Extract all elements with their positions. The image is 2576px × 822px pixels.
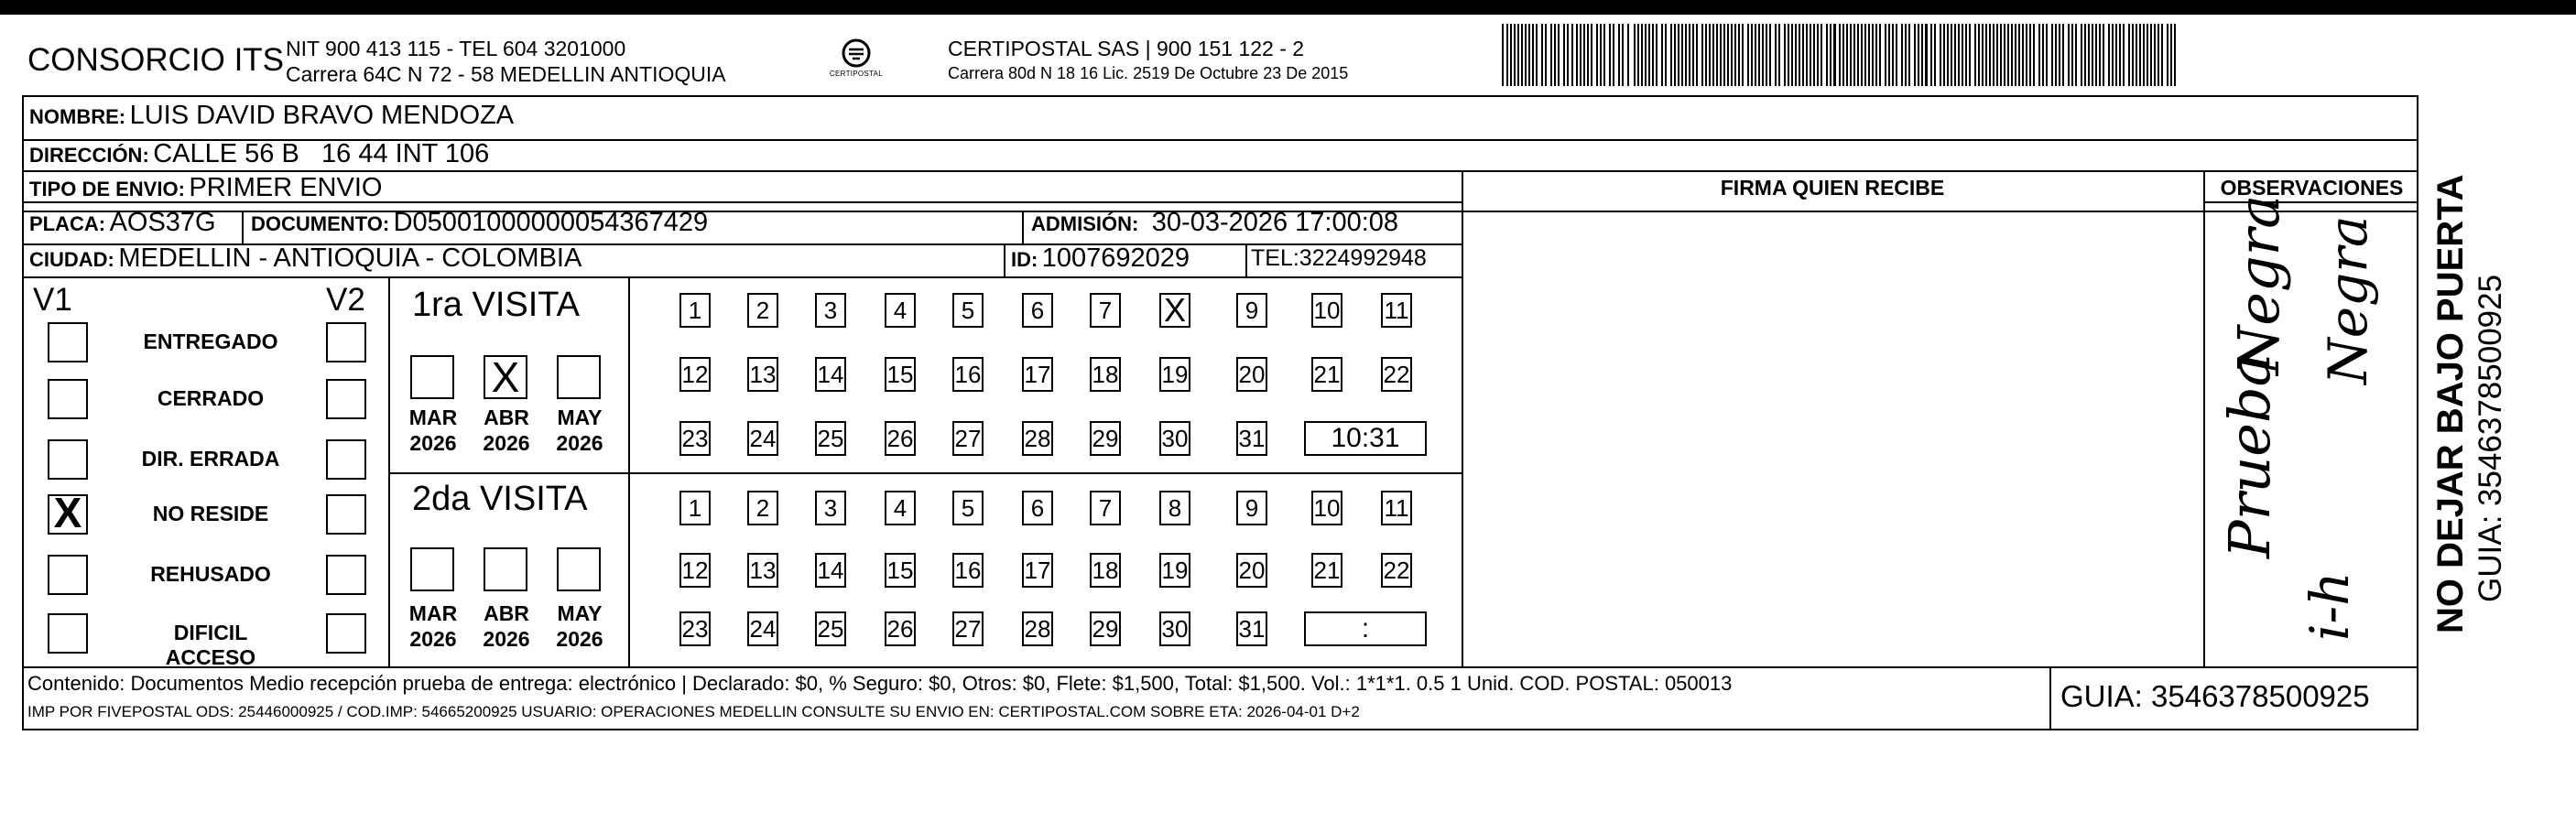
visit1-day-7[interactable]: 7 <box>1090 293 1121 328</box>
tipo-row <box>29 173 382 203</box>
v2-checkbox[interactable] <box>326 613 366 654</box>
obs-divider <box>2203 170 2205 666</box>
tipo-label: TIPO DE ENVIO: <box>29 178 185 200</box>
visit2-month-checkbox[interactable] <box>557 547 601 591</box>
visit-divider <box>388 472 1462 474</box>
direccion-value: CALLE 56 B 16 44 INT 106 <box>153 139 490 168</box>
visit2-day-22[interactable]: 22 <box>1381 553 1412 588</box>
visit2-month-checkbox[interactable] <box>484 547 527 591</box>
ciudad-row <box>29 243 582 274</box>
tel-label: TEL: <box>1251 245 1299 271</box>
visit1-month-label: MAY <box>557 406 603 429</box>
company-nit: NIT 900 413 115 - TEL 604 3201000 <box>286 37 626 60</box>
visit1-year-label: 2026 <box>556 431 603 455</box>
col-divider <box>628 276 630 666</box>
visit2-day-29[interactable]: 29 <box>1090 611 1121 646</box>
placa-value: AOS37G <box>109 208 216 237</box>
visit1-day-24[interactable]: 24 <box>747 421 778 456</box>
visit1-day-19[interactable]: 19 <box>1159 357 1190 392</box>
v2-checkbox[interactable] <box>326 494 366 535</box>
visit1-day-2[interactable]: 2 <box>747 293 778 328</box>
firma-divider <box>1462 170 1463 666</box>
admision-row <box>1031 208 1398 238</box>
visit2-day-5[interactable]: 5 <box>952 491 984 525</box>
v2-header: V2 <box>326 282 365 318</box>
footer-line-1: Contenido: Documentos Medio recepción prueba de entrega: electrónico | Declarado: $0, % Seguro: $0, Otros: $0, Flete: $1,500, Total: $1,500. Vol.: 1*1*1. 0.5 1 Unid. COD. POSTAL: 050013 <box>27 672 1733 695</box>
visit2-day-19[interactable]: 19 <box>1159 553 1190 588</box>
v1-header: V1 <box>33 282 72 318</box>
ciudad-label: CIUDAD: <box>29 248 114 271</box>
direccion-row <box>29 139 489 169</box>
visit2-day-30[interactable]: 30 <box>1159 611 1190 646</box>
logo-text: CERTIPOSTAL <box>829 70 884 78</box>
visit2-year-label: 2026 <box>409 627 457 651</box>
visit1-day-23[interactable]: 23 <box>679 421 711 456</box>
v1-checkbox[interactable] <box>48 322 88 362</box>
v1-checkbox[interactable] <box>48 555 88 595</box>
visit1-time-box[interactable]: 10:31 <box>1304 421 1427 456</box>
visit2-day-18[interactable]: 18 <box>1090 553 1121 588</box>
visit1-day-18[interactable]: 18 <box>1090 357 1121 392</box>
visit1-title: 1ra VISITA <box>412 286 581 324</box>
status-option-label: CERRADO <box>157 386 265 410</box>
visit2-day-2[interactable]: 2 <box>747 491 778 525</box>
guia-divider <box>2049 666 2051 730</box>
visit1-day-14[interactable]: 14 <box>815 357 846 392</box>
visit1-day-15[interactable]: 15 <box>885 357 916 392</box>
visit1-month-checkbox[interactable] <box>557 355 601 399</box>
firma-header: FIRMA QUIEN RECIBE <box>1720 176 1945 200</box>
check-mark: X <box>491 353 520 401</box>
visit2-title: 2da VISITA <box>412 480 588 518</box>
v2-checkbox[interactable] <box>326 439 366 480</box>
visit2-day-28[interactable]: 28 <box>1022 611 1053 646</box>
handwriting-prueba: Prueba <box>2216 352 2283 558</box>
id-label: ID: <box>1011 248 1038 271</box>
visit2-day-26[interactable]: 26 <box>885 611 916 646</box>
id-value: 1007692029 <box>1041 243 1190 273</box>
ciudad-value: MEDELLIN - ANTIOQUIA - COLOMBIA <box>118 243 582 273</box>
visit2-day-13[interactable]: 13 <box>747 553 778 588</box>
v1-checkbox[interactable] <box>48 439 88 480</box>
tel-row <box>1251 245 1427 272</box>
visit2-day-15[interactable]: 15 <box>885 553 916 588</box>
col-divider <box>1004 243 1005 276</box>
visit2-day-4[interactable]: 4 <box>885 491 916 525</box>
carrier-address: Carrera 80d N 18 16 Lic. 2519 De Octubre 23 De 2015 <box>948 64 1349 82</box>
admision-label: ADMISIÓN: <box>1031 212 1139 235</box>
visit1-year-label: 2026 <box>483 431 530 455</box>
visit1-day-9[interactable]: 9 <box>1236 293 1267 328</box>
row-divider <box>22 276 1462 278</box>
visit2-day-12[interactable]: 12 <box>679 553 711 588</box>
status-option-label: REHUSADO <box>150 562 271 586</box>
visit2-year-label: 2026 <box>483 627 530 651</box>
visit2-day-7[interactable]: 7 <box>1090 491 1121 525</box>
visit2-day-6[interactable]: 6 <box>1022 491 1053 525</box>
side-guia: GUIA: 3546378500925 <box>2473 274 2508 602</box>
status-option-label: ENTREGADO <box>143 330 278 353</box>
nombre-row <box>29 101 514 131</box>
visit2-day-8[interactable]: 8 <box>1159 491 1190 525</box>
v1-checkbox[interactable] <box>48 379 88 419</box>
admision-value: 30-03-2026 17:00:08 <box>1151 208 1399 237</box>
row-divider <box>22 170 2418 172</box>
visit1-day-22[interactable]: 22 <box>1381 357 1412 392</box>
visit1-day-27[interactable]: 27 <box>952 421 984 456</box>
visit2-time-box[interactable]: : <box>1304 611 1427 646</box>
visit1-month-label: ABR <box>484 406 529 429</box>
status-option-label: NO RESIDE <box>152 502 269 525</box>
visit1-day-17[interactable]: 17 <box>1022 357 1053 392</box>
visit1-day-20[interactable]: 20 <box>1236 357 1267 392</box>
footer-divider <box>22 666 2418 668</box>
v2-checkbox[interactable] <box>326 379 366 419</box>
footer-guia: GUIA: 3546378500925 <box>2060 679 2370 713</box>
side-warning: NO DEJAR BAJO PUERTA <box>2430 174 2471 633</box>
direccion-label: DIRECCIÓN: <box>29 144 149 167</box>
nombre-value: LUIS DAVID BRAVO MENDOZA <box>129 101 515 130</box>
visit2-month-label: MAR <box>408 601 458 625</box>
visit1-month-checkbox[interactable] <box>410 355 454 399</box>
visit2-day-21[interactable]: 21 <box>1311 553 1342 588</box>
visit2-day-16[interactable]: 16 <box>952 553 984 588</box>
visit2-day-9[interactable]: 9 <box>1236 491 1267 525</box>
visit2-day-3[interactable]: 3 <box>815 491 846 525</box>
visit2-month-checkbox[interactable] <box>410 547 454 591</box>
status-option-label: DIFICIL ACCESO <box>165 621 256 669</box>
footer-line-2: IMP POR FIVEPOSTAL ODS: 25446000925 / COD.IMP: 54665200925 USUARIO: OPERACIONES MEDELLIN CONSULTE SU ENVIO EN: CERTIPOSTAL.COM SOBRE ETA: 2026-04-01 D+2 <box>27 703 1360 720</box>
visit1-day-8[interactable] <box>1159 293 1190 328</box>
v2-checkbox[interactable] <box>326 555 366 595</box>
visit1-day-6[interactable]: 6 <box>1022 293 1053 328</box>
visit1-day-31[interactable]: 31 <box>1236 421 1267 456</box>
check-mark: X <box>53 489 82 536</box>
company-name: CONSORCIO ITS <box>27 42 285 78</box>
visit2-day-31[interactable]: 31 <box>1236 611 1267 646</box>
placa-label: PLACA: <box>29 212 106 235</box>
col-divider <box>1022 211 1024 243</box>
visit1-day-13[interactable]: 13 <box>747 357 778 392</box>
documento-row <box>251 208 708 238</box>
visit2-day-14[interactable]: 14 <box>815 553 846 588</box>
visit1-day-11[interactable]: 11 <box>1381 293 1412 328</box>
col-divider <box>1245 243 1247 276</box>
handwriting-negra-1: Negra <box>2225 194 2292 375</box>
visit1-day-16[interactable]: 16 <box>952 357 984 392</box>
check-mark: X <box>1163 291 1186 329</box>
visit1-day-26[interactable]: 26 <box>885 421 916 456</box>
visit1-day-21[interactable]: 21 <box>1311 357 1342 392</box>
carrier-name: CERTIPOSTAL SAS | 900 151 122 - 2 <box>948 37 1305 60</box>
tipo-value: PRIMER ENVIO <box>189 173 383 202</box>
company-address: Carrera 64C N 72 - 58 MEDELLIN ANTIOQUIA <box>286 62 726 86</box>
visit1-day-25[interactable]: 25 <box>815 421 846 456</box>
col-divider <box>242 211 244 243</box>
visit2-year-label: 2026 <box>556 627 603 651</box>
visit1-day-3[interactable]: 3 <box>815 293 846 328</box>
certipostal-logo <box>829 35 884 86</box>
visit1-day-30[interactable]: 30 <box>1159 421 1190 456</box>
nombre-label: NOMBRE: <box>29 105 126 128</box>
visit2-day-1[interactable]: 1 <box>679 491 711 525</box>
v1-checkbox[interactable] <box>48 613 88 654</box>
visit1-day-1[interactable]: 1 <box>679 293 711 328</box>
documento-label: DOCUMENTO: <box>251 212 390 235</box>
col-divider <box>388 276 390 666</box>
visit1-month-label: MAR <box>408 406 458 429</box>
visit2-month-label: MAY <box>557 601 603 625</box>
tel-value: 3224992948 <box>1299 245 1427 271</box>
placa-row <box>29 208 216 238</box>
visit2-day-25[interactable]: 25 <box>815 611 846 646</box>
visit2-day-17[interactable]: 17 <box>1022 553 1053 588</box>
top-border <box>0 0 2576 15</box>
visit2-day-20[interactable]: 20 <box>1236 553 1267 588</box>
visit1-year-label: 2026 <box>409 431 457 455</box>
handwriting-negra-2: Negra <box>2317 215 2379 384</box>
id-row <box>1011 243 1190 274</box>
visit1-day-10[interactable]: 10 <box>1311 293 1342 328</box>
visit1-day-28[interactable]: 28 <box>1022 421 1053 456</box>
v2-checkbox[interactable] <box>326 322 366 362</box>
barcode <box>1502 24 2179 86</box>
documento-value: D05001000000054367429 <box>393 208 709 237</box>
status-option-label: DIR. ERRADA <box>141 447 280 470</box>
visit2-day-27[interactable]: 27 <box>952 611 984 646</box>
handwriting-ih: i-h <box>2299 571 2361 641</box>
visit2-day-24[interactable]: 24 <box>747 611 778 646</box>
visit1-day-5[interactable]: 5 <box>952 293 984 328</box>
visit1-day-29[interactable]: 29 <box>1090 421 1121 456</box>
visit2-day-11[interactable]: 11 <box>1381 491 1412 525</box>
visit2-day-10[interactable]: 10 <box>1311 491 1342 525</box>
observaciones-header: OBSERVACIONES <box>2220 176 2404 200</box>
visit1-day-12[interactable]: 12 <box>679 357 711 392</box>
visit2-month-label: ABR <box>484 601 529 625</box>
visit1-day-4[interactable]: 4 <box>885 293 916 328</box>
visit2-day-23[interactable]: 23 <box>679 611 711 646</box>
